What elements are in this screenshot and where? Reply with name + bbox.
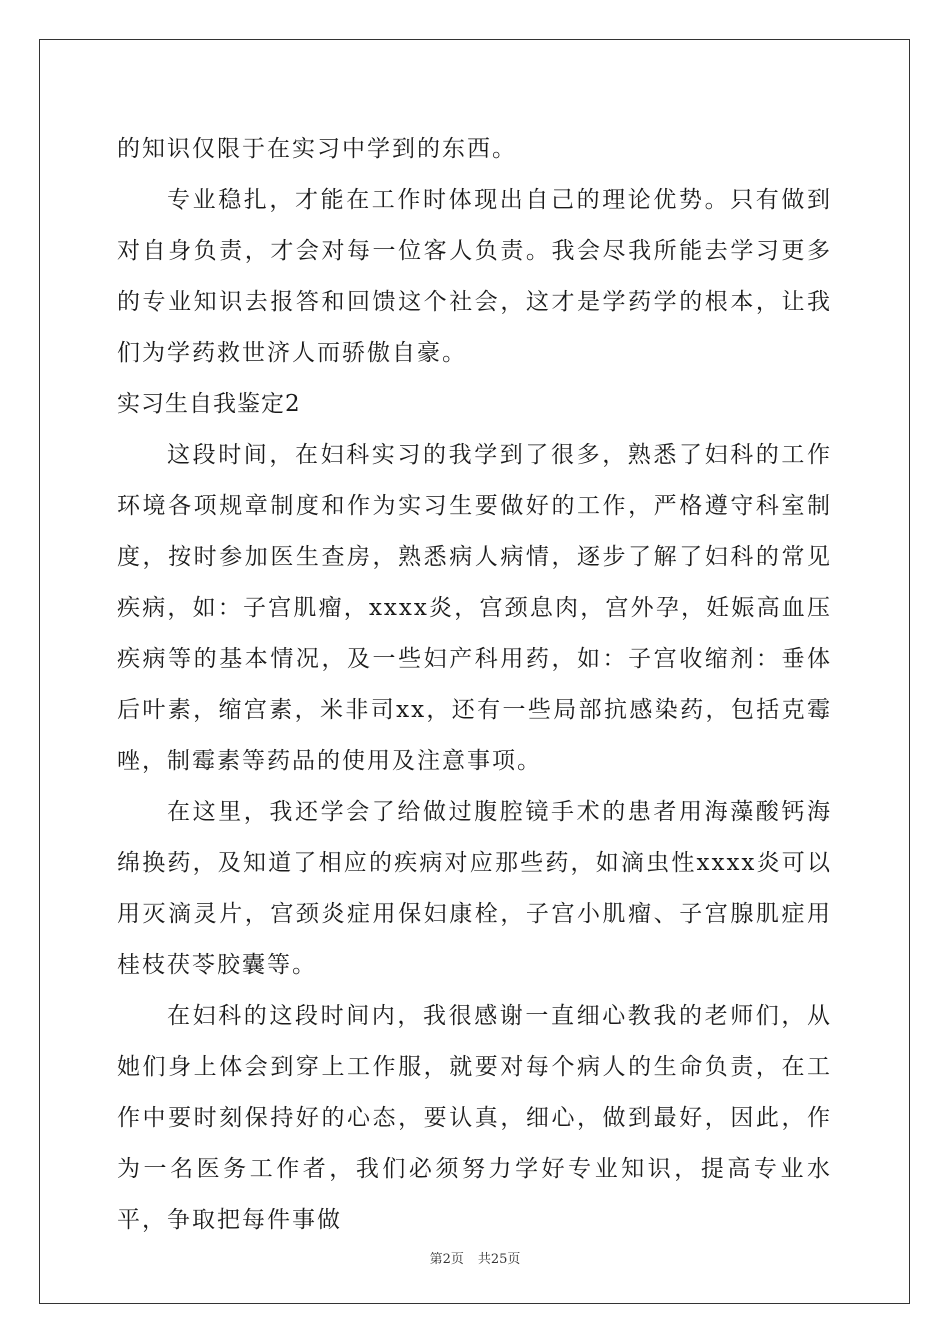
paragraph: 的知识仅限于在实习中学到的东西。 <box>117 136 517 162</box>
paragraph: 专业稳扎，才能在工作时体现出自己的理论优势。只有做到对自身负责，才会对每一位客人负责。我会尽我所能去学习更多的专业知识去报答和回馈这个社会，这才是学药学的根本，让我们为学药救世济人而骄傲自豪。 <box>117 187 832 366</box>
page-number: 第2页 <box>429 1252 464 1267</box>
paragraph: 这段时间，在妇科实习的我学到了很多，熟悉了妇科的工作环境各项规章制度和作为实习生要做好的工作，严格遵守科室制度，按时参加医生查房，熟悉病人病情，逐步了解了妇科的常见疾病，如：子宫肌瘤，xxxx炎，宫颈息肉，宫外孕，妊娠高血压疾病等的基本情况，及一些妇产科用药，如：子宫收缩剂：垂体后叶素，缩宫素，米非司xx，还有一些局部抗感染药，包括克霉唑，制霉素等药品的使用及注意事项。 <box>117 442 832 774</box>
page-total: 共25页 <box>477 1252 521 1267</box>
page-footer <box>0 1248 950 1267</box>
paragraph: 在妇科的这段时间内，我很感谢一直细心教我的老师们，从她们身上体会到穿上工作服，就要对每个病人的生命负责，在工作中要时刻保持好的心态，要认真，细心，做到最好，因此，作为一名医务工作者，我们必须努力学好专业知识，提高专业水平，争取把每件事做 <box>117 1003 832 1233</box>
paragraph: 在这里，我还学会了给做过腹腔镜手术的患者用海藻酸钙海绵换药，及知道了相应的疾病对应那些药，如滴虫性xxxx炎可以用灭滴灵片，宫颈炎症用保妇康栓，子宫小肌瘤、子宫腺肌症用桂枝茯苓胶囊等。 <box>117 799 832 978</box>
section-heading: 实习生自我鉴定2 <box>117 391 301 417</box>
document-body <box>117 124 832 1246</box>
